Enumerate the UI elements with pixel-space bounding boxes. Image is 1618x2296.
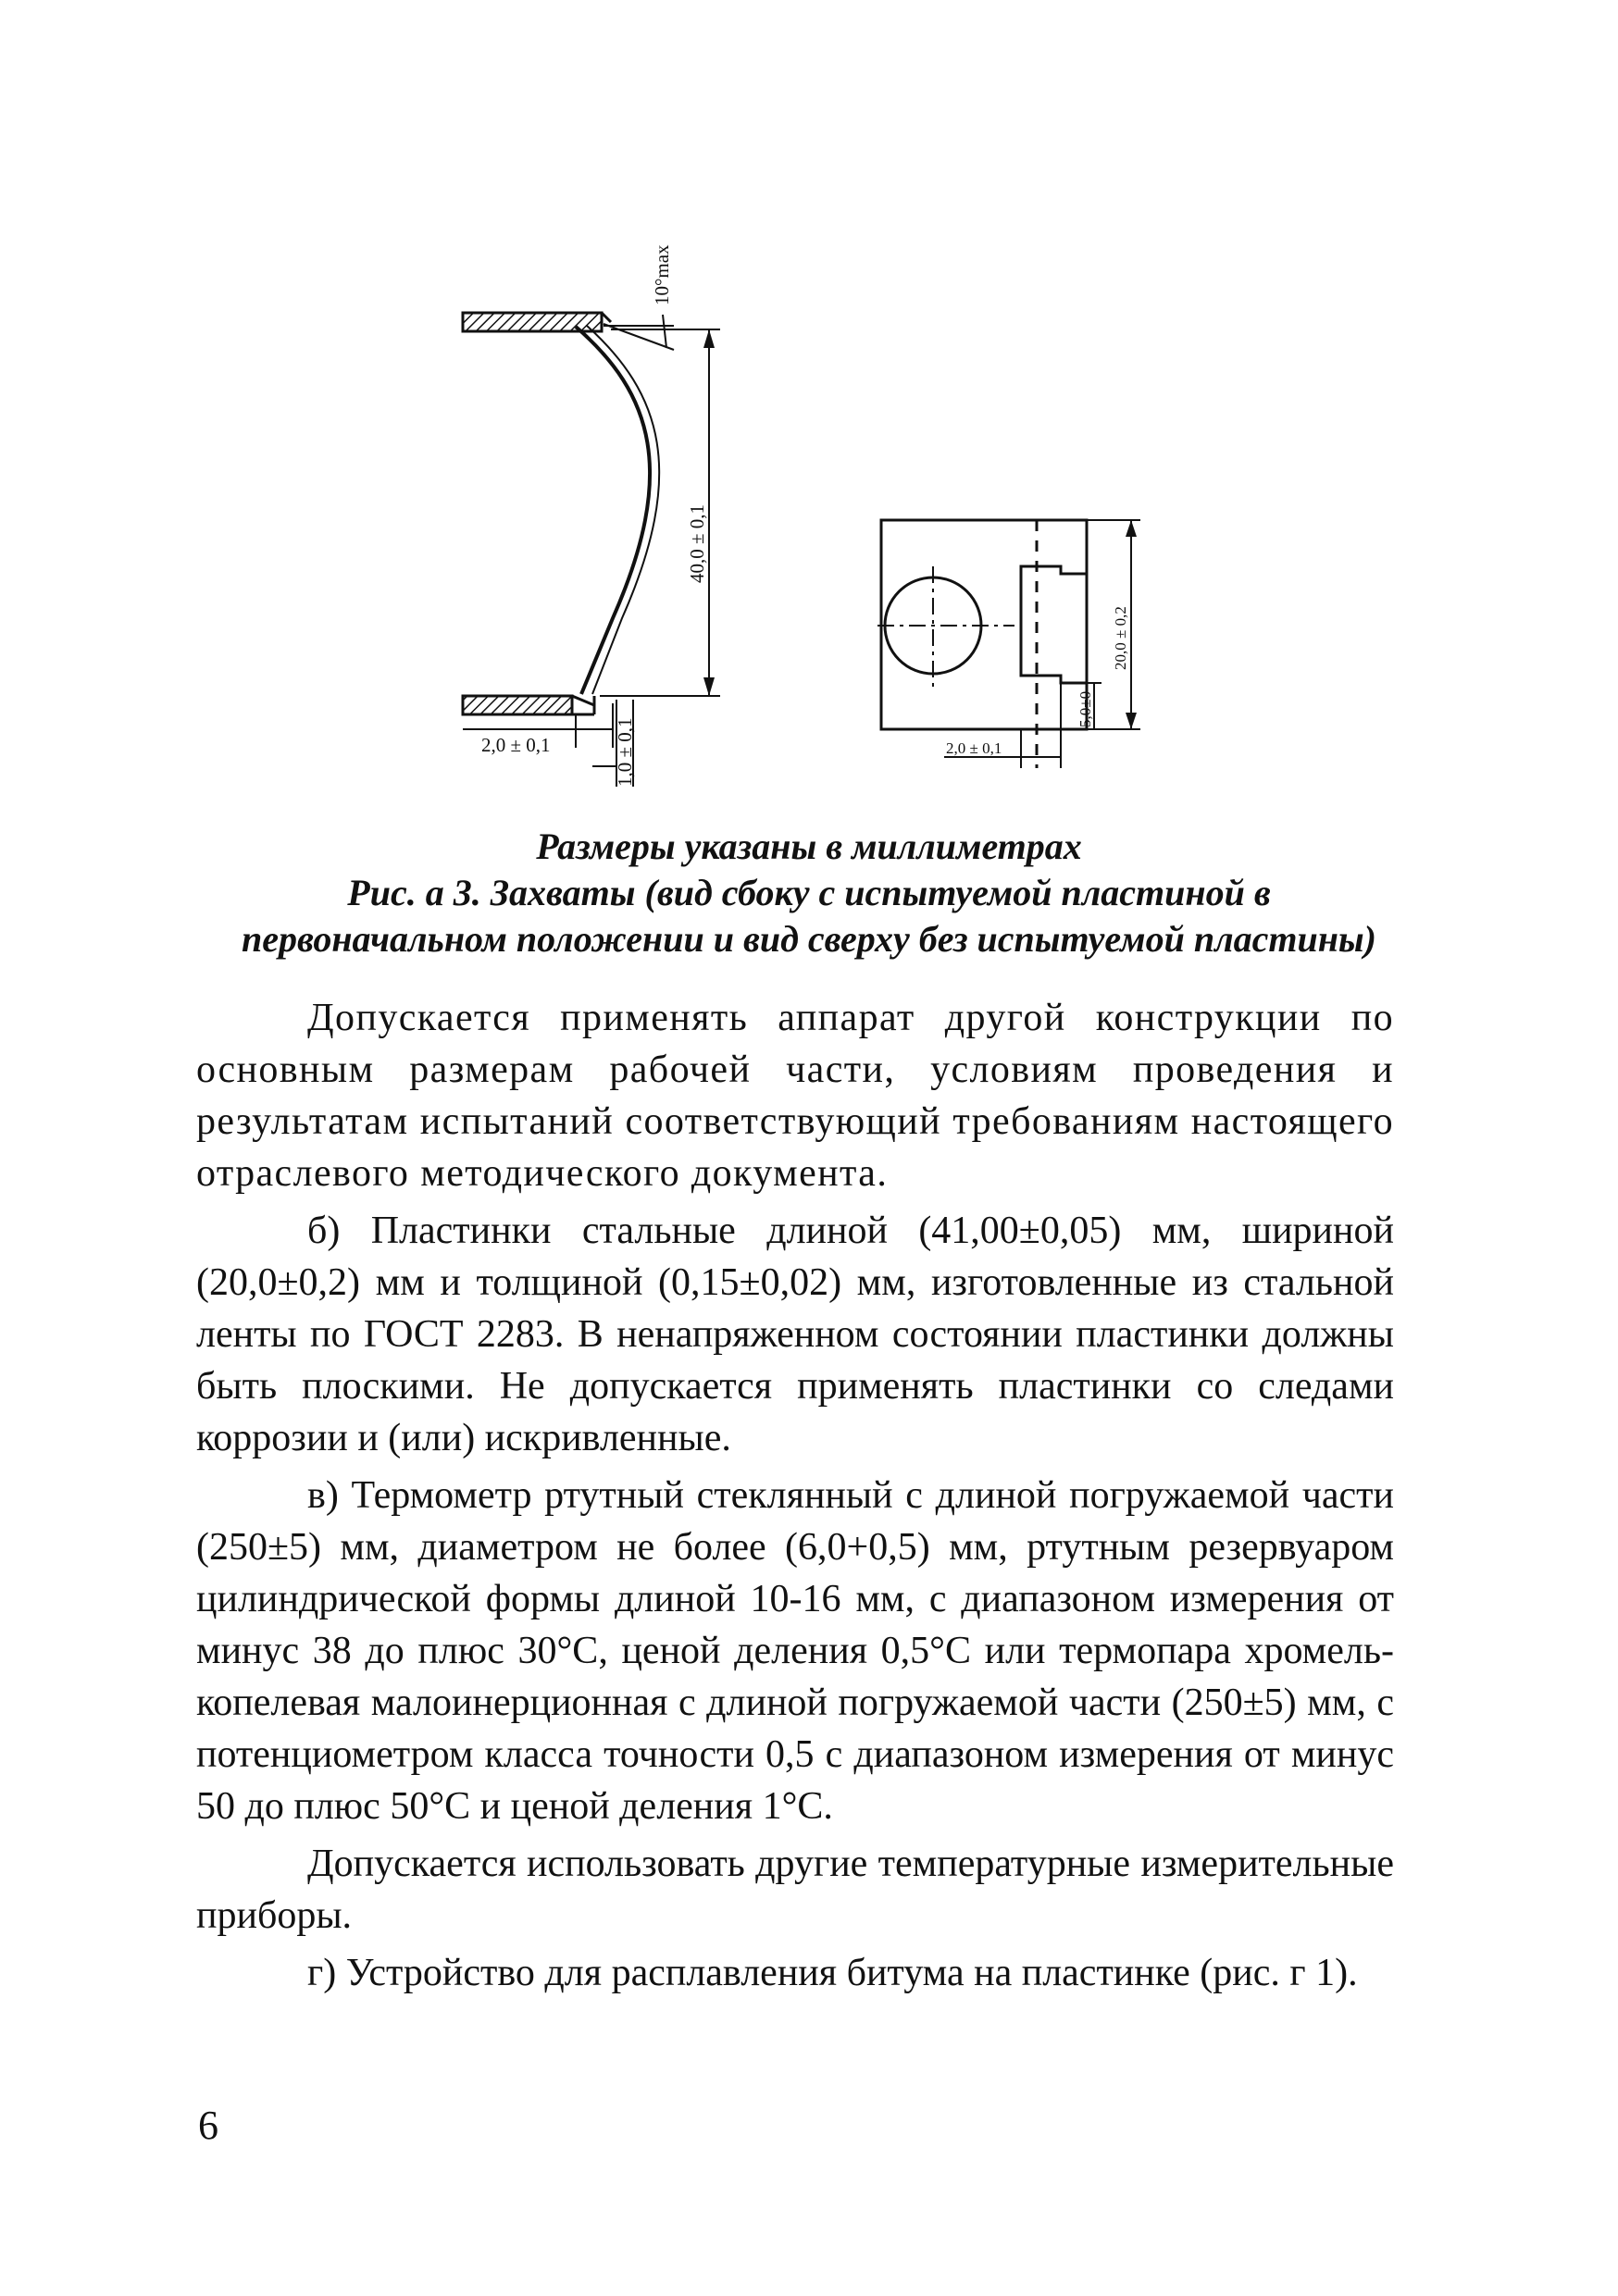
clamps-drawing <box>0 0 1618 814</box>
slot-dimension-label: 2,0 ± 0,1 <box>946 739 1002 757</box>
width-dimension-label: 2,0 ± 0,1 <box>481 734 551 756</box>
offset-dimension-label: 5,0±0 <box>1077 690 1094 727</box>
body-text <box>196 992 1394 2004</box>
paragraph-steel-plates: б) Пластинки стальные длиной (41,00±0,05) мм, шириной (20,0±0,2) мм и толщиной (0,15±0,02) мм, изготовленные из стальной ленты по ГОСТ 2283. В ненапряженном состоянии пластинки должны быть плоскими. Не допускается применять пластинки со следами коррозии и (или) искривленные. <box>196 1210 1394 1459</box>
paragraph-thermometer: в) Термометр ртутный стеклянный с длиной погружаемой части (250±5) мм, диаметром не более (6,0+0,5) мм, ртутным резервуаром цилиндрической формы длиной 10-16 мм, с диапазоном измерения от минус 38 до плюс 30°С, ценой деления 0,5°С или термопара хромель-копелевая малоинерционная с длиной погружаемой части (250±5) мм, с потенциометром класса точности 0,5 с диапазоном измерения от минус 50 до плюс 50°С и ценой деления 1°С. <box>196 1474 1394 1828</box>
side-view-drawing <box>463 244 720 787</box>
frame-width-dimension-label: 20,0 ± 0,2 <box>1112 606 1129 670</box>
figure-caption-line: первоначальном положении и вид сверху без испытуемой пластины) <box>242 918 1376 960</box>
paragraph-other-instruments: Допускается использовать другие температурные измерительные приборы. <box>196 1843 1394 1937</box>
lower-clamp-bar <box>463 696 572 714</box>
figure-caption <box>0 870 1618 962</box>
paragraph-alternative-apparatus: Допускается применять аппарат другой конструкции по основным размерам рабочей части, условиям проведения и результатам испытаний соответствующий требованиям настоящего отраслевого методического документа. <box>196 997 1394 1195</box>
paragraph-melting-device: г) Устройство для расплавления битума на пластинке (рис. г 1). <box>307 1952 1358 1994</box>
figure-units-note: Размеры указаны в миллиметрах <box>536 825 1082 867</box>
height-dimension-label: 40,0 ± 0,1 <box>686 503 708 583</box>
angle-dimension-label: 10°max <box>651 244 673 305</box>
gap-dimension-label: 1,0 ± 0,1 <box>614 717 636 787</box>
clamp-slot <box>1021 566 1087 683</box>
top-view-drawing <box>877 520 1140 768</box>
upper-clamp-bar <box>463 313 602 331</box>
test-plate-curve <box>576 327 650 694</box>
page-number: 6 <box>198 2103 218 2148</box>
figure-caption-line: Рис. а 3. Захваты (вид сбоку с испытуемой пластиной в <box>347 872 1271 913</box>
